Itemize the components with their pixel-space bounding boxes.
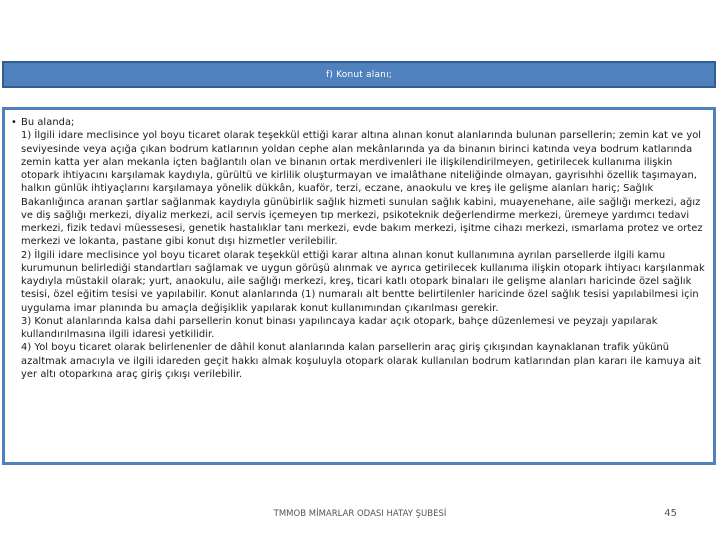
paragraph-2: 2) İlgili idare meclisince yol boyu ticaret olarak teşekkül ettiği karar altına alınan konut kullanımına ayrılan parsellerde ilgili kamu kurumunun belirlediği standartları sağlamak ve uygun görüşü alınmak ve ayrıca getirilecek kullanıma ilişkin otopark ihtiyacı karşılanmak kaydıyla müstakil olarak; yurt, anaokulu, aile sağlığı merkezi, kreş, ticari katlı otopark binaları ile gelişme alanları haricinde özel sağlık tesisi, özel eğitim tesisi ve yapılabilir. Konut alanlarında (1) numaralı alt bentte belirtilenler haricinde özel sağlık tesisi yapılabilmesi için uygulama imar planında bu amaçla değişiklik yapılarak konut kullanımından çıkarılması gerekir.: [21, 249, 705, 314]
bullet-icon: •: [11, 117, 17, 128]
content-text: [11, 116, 707, 381]
content-box: [2, 107, 716, 465]
slide-title-bar: [2, 61, 716, 88]
paragraph-1: 1) İlgili idare meclisince yol boyu ticaret olarak teşekkül ettiği karar altına alınan konut alanlarında bulunan parsellerin; zemin kat ve yol seviyesinde veya açığa çıkan bodrum katlarının yoldan cephe alan mekânlarında ya da binanın birinci katında veya bodrum katlarında zemin katta yer alan mekanla içten bağlantılı olan ve binanın ortak merdivenleri ile ilişkilendirilmeyen, getirilecek kullanıma ilişkin otopark ihtiyacını karşılamak kaydıyla, gürültü ve kirlilik oluşturmayan ve imalâthane niteliğinde olmayan, gayrisıhhi özellik taşımayan, halkın günlük ihtiyaçlarını karşılamaya yönelik dükkân, kuaför, terzi, eczane, anaokulu ve kreş ile gelişme alanları hariç; Sağlık Bakanlığınca aranan şartlar sağlanmak kaydıyla günübirlik sağlık hizmeti sunulan sağlık kabini, muayenehane, aile sağlığı merkezi, ağız ve diş sağlığı merkezi, diyaliz merkezi, acil servis içemeyen tıp merkezi, psikoteknik değerlendirme merkezi, üremeye yardımcı tedavi merkezi, fizik tedavi müessesesi, genetik hastalıklar tanı merkezi, evde bakım merkezi, işitme cihazı merkezi, ısmarlama protez ve ortez merkezi ve lokanta, pastane gibi konut dışı hizmetler verilebilir.: [21, 130, 703, 248]
intro-text: Bu alanda;: [21, 117, 75, 128]
paragraph-4: 4) Yol boyu ticaret olarak belirlenenler de dâhil konut alanlarında kalan parsellerin araç giriş çıkışından kaynaklanan trafik yükünü azaltmak amacıyla ve ilgili idareden geçit hakkı almak koşuluyla otopark olarak kullanılan bodrum katlarından plan kararı ile kamuya ait yer altı otoparkına araç giriş çıkışı verilebilir.: [21, 342, 701, 380]
slide-title: f) Konut alanı;: [325, 69, 393, 80]
bullet-intro: [11, 116, 707, 129]
paragraph-3: 3) Konut alanlarında kalsa dahi parsellerin konut binası yapılıncaya kadar açık otopark, bahçe düzenlemesi ve peyzajı yapılarak kullandırılmasına ilgili idaresi yetkilidir.: [21, 315, 658, 340]
footer-text: TMMOB MİMARLAR ODASI HATAY ŞUBESİ: [273, 509, 447, 519]
page-number: 45: [664, 508, 677, 519]
